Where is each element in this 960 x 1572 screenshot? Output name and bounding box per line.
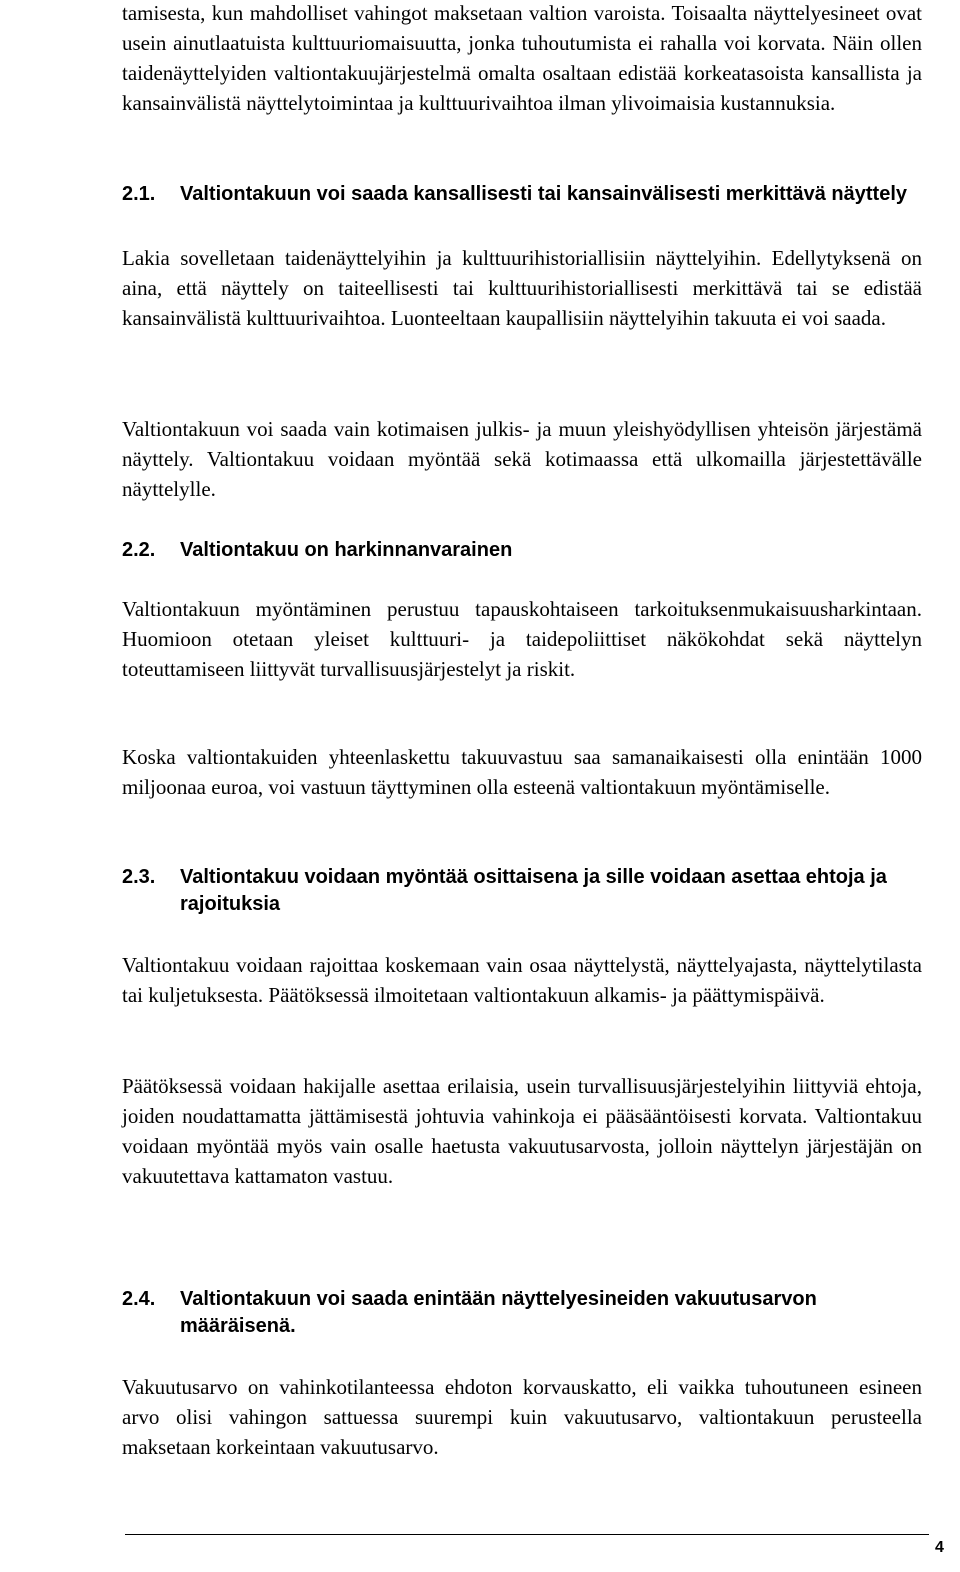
footer-rule <box>125 1534 929 1535</box>
section-heading-2-3 <box>122 864 922 918</box>
section-title: Valtiontakuu voidaan myöntää osittaisena ja sille voidaan asettaa ehtoja ja rajoituksia <box>180 866 887 915</box>
section-heading-2-2 <box>122 537 922 564</box>
paragraph-insurance-value: Vakuutusarvo on vahinkotilanteessa ehdoton korvauskatto, eli vaikka tuhoutuneen esineen arvo olisi vahingon sattuessa suurempi kuin vakuutusarvo, valtiontakuun perusteella maksetaan korkeintaan vakuutusarvo. <box>122 1375 922 1459</box>
section-number: 2.3. <box>122 866 156 888</box>
page-number: 4 <box>935 1539 944 1556</box>
paragraph-discretion: Valtiontakuun myöntäminen perustuu tapauskohtaiseen tarkoituksenmukaisuusharkintaan. Huomioon otetaan yleiset kulttuuri- ja taidepoliittiset näkökohdat sekä näyttelyn toteuttamiseen liittyvät turvallisuusjärjestelyt ja riskit. <box>122 597 922 681</box>
section-number: 2.2. <box>122 539 156 561</box>
paragraph-conditions: Päätöksessä voidaan hakijalle asettaa erilaisia, usein turvallisuusjärjestelyihin liittyviä ehtoja, joiden noudattamatta jättämisestä johtuvia vahinkoja ei pääsääntöisesti korvata. Valtiontakuu voidaan myöntää myös vain osalle haetusta vakuutusarvosta, jolloin näyttelyn järjestäjän on vakuutettava kattamaton vastuu. <box>122 1074 922 1188</box>
paragraph-organizer: Valtiontakuun voi saada vain kotimaisen julkis- ja muun yleishyödyllisen yhteisön järjestämä näyttely. Valtiontakuu voidaan myöntää sekä kotimaassa että ulkomailla järjestettävälle näyttelylle. <box>122 417 922 501</box>
paragraph-scope: Lakia sovelletaan taidenäyttelyihin ja kulttuurihistoriallisiin näyttelyihin. Edellytyksenä on aina, että näyttely on taiteellisesti tai kulttuurihistoriallisesti merkittävä tai se edistää kansainvälistä kulttuurivaihtoa. Luonteeltaan kaupallisiin näyttelyihin takuuta ei voi saada. <box>122 246 922 330</box>
section-title: Valtiontakuun voi saada kansallisesti tai kansainvälisesti merkittävä näyttely <box>180 183 908 205</box>
section-title: Valtiontakuu on harkinnanvarainen <box>180 539 513 561</box>
paragraph-liability-limit: Koska valtiontakuiden yhteenlaskettu takuuvastuu saa samanaikaisesti olla enintään 1000 miljoonaa euroa, voi vastuun täyttyminen olla esteenä valtiontakuun myöntämiselle. <box>122 745 922 799</box>
paragraph-restrictions: Valtiontakuu voidaan rajoittaa koskemaan vain osaa näyttelystä, näyttelyajasta, näyttelytilasta tai kuljetuksesta. Päätöksessä ilmoitetaan valtiontakuun alkamis- ja päättymispäivä. <box>122 953 922 1007</box>
paragraph-intro: tamisesta, kun mahdolliset vahingot maksetaan valtion varoista. Toisaalta näyttelyesineet ovat usein ainutlaatuista kulttuuriomaisuutta, jonka tuhoutumista ei rahalla voi korvata. Näin ollen taidenäyttelyiden valtiontakuujärjestelmä omalta osaltaan edistää korkeatasoista kansallista ja kansainvälistä näyttelytoimintaa ja kulttuurivaihtoa ilman ylivoimaisia kustannuksia. <box>122 1 922 115</box>
section-number: 2.4. <box>122 1288 156 1310</box>
section-title: Valtiontakuun voi saada enintään näyttelyesineiden vakuutusarvon määräisenä. <box>180 1288 817 1337</box>
section-heading-2-4 <box>122 1286 922 1340</box>
section-number: 2.1. <box>122 183 156 205</box>
section-heading-2-1 <box>122 181 922 208</box>
